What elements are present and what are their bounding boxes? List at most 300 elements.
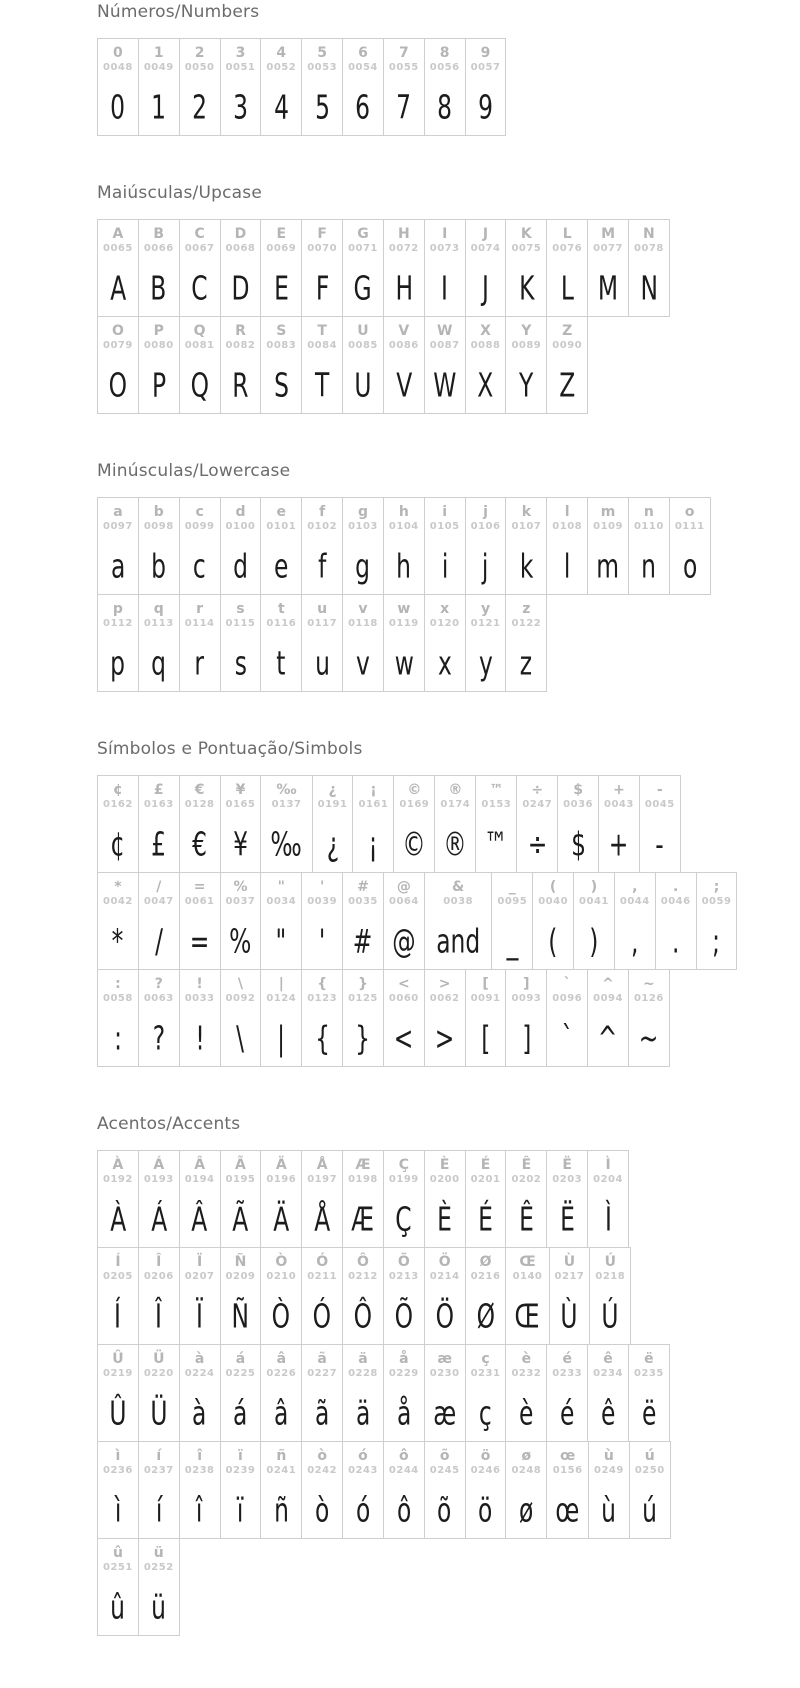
character-code: 0140	[512, 1271, 543, 1282]
font-glyph-preview: Ô	[353, 1297, 373, 1337]
font-glyph-preview: (	[548, 922, 558, 962]
character-code: 0047	[143, 896, 174, 907]
character-label: d	[235, 504, 246, 520]
glyph-cell	[180, 39, 221, 135]
font-glyph-preview: _	[506, 922, 519, 962]
font-glyph-preview: é	[560, 1394, 575, 1434]
character-label: e	[276, 504, 287, 520]
character-label: ù	[603, 1448, 614, 1464]
font-glyph-preview: /	[154, 922, 163, 962]
character-code: 0230	[429, 1368, 460, 1379]
glyph-cell	[302, 39, 343, 135]
glyph-cell	[547, 970, 588, 1066]
character-code: 0110	[633, 521, 664, 532]
character-code: 0066	[143, 243, 174, 254]
character-label: [	[482, 976, 489, 992]
glyph-cell	[98, 595, 139, 691]
character-code: 0123	[307, 993, 338, 1004]
character-code: 0126	[633, 993, 664, 1004]
character-code: 0239	[225, 1465, 256, 1476]
font-glyph-preview: v	[356, 644, 370, 684]
character-label: @	[396, 879, 411, 895]
font-glyph-preview: É	[478, 1200, 493, 1240]
character-code: 0224	[184, 1368, 215, 1379]
character-code: 0232	[511, 1368, 542, 1379]
glyph-cell	[394, 776, 435, 872]
character-code: 0106	[470, 521, 501, 532]
character-code: 0091	[470, 993, 501, 1004]
character-label: b	[153, 504, 164, 520]
glyph-cell	[599, 776, 640, 872]
character-code: 0212	[348, 1271, 378, 1282]
font-glyph-preview: =	[189, 922, 210, 962]
character-label: É	[480, 1157, 491, 1173]
character-label: 6	[358, 45, 368, 61]
font-glyph-preview: k	[519, 547, 534, 587]
font-glyph-preview: 2	[192, 88, 208, 128]
character-label: õ	[439, 1448, 450, 1464]
character-label: j	[483, 504, 488, 520]
character-code: 0063	[143, 993, 174, 1004]
font-glyph-preview: ™	[484, 825, 509, 865]
font-glyph-preview: I	[441, 269, 449, 309]
glyph-cell	[384, 317, 425, 413]
character-label: $	[573, 782, 583, 798]
character-label: Å	[316, 1157, 328, 1173]
glyph-cell	[343, 39, 384, 135]
character-code: 0040	[538, 896, 569, 907]
character-code: 0042	[103, 896, 133, 907]
character-label: D	[234, 226, 247, 242]
glyph-cell	[261, 39, 302, 135]
glyph-table-row	[97, 497, 711, 595]
character-code: 0086	[388, 340, 419, 351]
character-code: 0205	[103, 1271, 133, 1282]
character-code: 0067	[184, 243, 215, 254]
font-glyph-preview: Y	[519, 366, 534, 406]
character-code: 0074	[470, 243, 501, 254]
character-label: ã	[317, 1351, 327, 1367]
character-code: 0094	[593, 993, 623, 1004]
character-label: ÷	[531, 782, 544, 798]
character-label: }	[358, 976, 368, 992]
character-label: #	[357, 879, 369, 895]
character-label: q	[153, 601, 164, 617]
character-label: å	[399, 1351, 409, 1367]
character-label: S	[276, 323, 287, 339]
character-code: 0088	[470, 340, 501, 351]
character-label: A	[112, 226, 124, 242]
character-label: Ø	[479, 1254, 492, 1270]
character-label: H	[397, 226, 410, 242]
glyph-cell	[139, 1345, 180, 1441]
character-label: î	[197, 1448, 203, 1464]
glyph-cell	[180, 317, 221, 413]
glyph-cell	[506, 1151, 547, 1247]
character-code: 0198	[348, 1174, 378, 1185]
character-code: 0092	[225, 993, 256, 1004]
glyph-cell	[425, 317, 466, 413]
glyph-table-uppercase	[97, 219, 670, 414]
character-code: 0076	[552, 243, 583, 254]
character-code: 0204	[593, 1174, 623, 1185]
glyph-cell	[492, 873, 533, 969]
character-label: =	[193, 879, 206, 895]
font-glyph-preview: à	[192, 1394, 207, 1434]
glyph-cell	[506, 1442, 547, 1538]
character-code: 0163	[143, 799, 174, 810]
font-glyph-preview: 6	[355, 88, 371, 128]
character-label: Ô	[357, 1254, 369, 1270]
glyph-cell	[261, 1442, 302, 1538]
font-glyph-preview: 1	[151, 88, 167, 128]
font-glyph-preview: and	[436, 922, 481, 962]
glyph-cell	[506, 595, 546, 691]
font-glyph-preview: Œ	[514, 1297, 541, 1337]
glyph-cell	[425, 970, 466, 1066]
character-label: O	[111, 323, 124, 339]
character-code: 0050	[184, 62, 215, 73]
glyph-cell	[425, 873, 492, 969]
font-glyph-preview: €	[192, 825, 208, 865]
font-glyph-preview: ô	[396, 1491, 411, 1531]
character-label: J	[482, 226, 489, 242]
glyph-cell	[517, 776, 558, 872]
glyph-cell	[139, 970, 180, 1066]
font-glyph-preview: Â	[191, 1200, 208, 1240]
character-code: 0039	[307, 896, 338, 907]
character-code: 0236	[103, 1465, 133, 1476]
character-label: ©	[407, 782, 422, 798]
glyph-cell	[221, 317, 262, 413]
character-code: 0220	[143, 1368, 174, 1379]
character-code: 0103	[348, 521, 378, 532]
character-label: :	[115, 976, 121, 992]
character-code: 0219	[103, 1368, 133, 1379]
character-code: 0037	[225, 896, 256, 907]
font-glyph-preview: "	[275, 922, 287, 962]
font-glyph-preview: G	[353, 269, 373, 309]
character-code: 0125	[348, 993, 378, 1004]
glyph-cell	[506, 317, 547, 413]
character-code: 0034	[266, 896, 297, 907]
character-label: Ç	[398, 1157, 409, 1173]
character-code: 0083	[266, 340, 297, 351]
character-label: ,	[632, 879, 638, 895]
font-glyph-preview: i	[441, 547, 448, 587]
character-code: 0250	[634, 1465, 665, 1476]
font-glyph-preview: w	[394, 644, 414, 684]
font-glyph-preview: ï	[237, 1491, 244, 1531]
character-label: K	[520, 226, 532, 242]
font-glyph-preview: ©	[402, 825, 427, 865]
glyph-cell	[466, 39, 506, 135]
font-glyph-preview: ã	[314, 1394, 330, 1434]
glyph-table-row	[97, 1441, 671, 1539]
font-glyph-preview: ^	[598, 1019, 618, 1059]
glyph-cell	[384, 1151, 425, 1247]
font-glyph-preview: `	[561, 1019, 574, 1059]
glyph-cell	[139, 39, 180, 135]
glyph-table-row	[97, 594, 547, 692]
character-code: 0064	[388, 896, 419, 907]
glyph-cell	[261, 873, 302, 969]
glyph-cell	[588, 1345, 629, 1441]
character-code: 0080	[143, 340, 174, 351]
font-glyph-preview: ë	[641, 1394, 657, 1434]
character-label: f	[319, 504, 326, 520]
glyph-cell	[466, 317, 507, 413]
glyph-cell	[261, 1345, 302, 1441]
character-label: <	[397, 976, 410, 992]
character-code: 0206	[143, 1271, 174, 1282]
character-label: ê	[603, 1351, 613, 1367]
character-code: 0156	[552, 1465, 583, 1476]
section-title-symbols: Símbolos e Pontuação/Simbols	[97, 739, 363, 759]
glyph-cell	[629, 970, 669, 1066]
character-label: ç	[481, 1351, 490, 1367]
character-code: 0099	[184, 521, 215, 532]
character-code: 0051	[225, 62, 256, 73]
glyph-cell	[466, 498, 507, 594]
character-label: R	[235, 323, 246, 339]
character-code: 0252	[143, 1562, 174, 1573]
font-glyph-preview: g	[355, 547, 371, 587]
font-glyph-preview: a	[110, 547, 126, 587]
character-label: {	[317, 976, 328, 992]
character-code: 0069	[266, 243, 297, 254]
character-label: ®	[448, 782, 463, 798]
font-glyph-preview: È	[437, 1200, 453, 1240]
font-glyph-preview: h	[396, 547, 412, 587]
character-label: ë	[644, 1351, 654, 1367]
font-glyph-preview: t	[276, 644, 286, 684]
character-code: 0199	[388, 1174, 419, 1185]
character-label: ~	[643, 976, 655, 992]
character-label: à	[194, 1351, 205, 1367]
font-glyph-preview: Ï	[196, 1297, 204, 1337]
font-glyph-preview: 5	[314, 88, 330, 128]
glyph-cell	[98, 1539, 139, 1635]
font-glyph-preview: ¢	[110, 825, 126, 865]
glyph-cell	[384, 498, 425, 594]
section-uppercase	[97, 183, 800, 414]
character-label: ì	[115, 1448, 121, 1464]
glyph-cell	[343, 595, 384, 691]
character-code: 0045	[644, 799, 675, 810]
glyph-cell	[506, 498, 547, 594]
character-label: Ù	[563, 1254, 576, 1270]
character-label: Ê	[521, 1157, 532, 1173]
character-code: 0115	[225, 618, 256, 629]
character-code: 0225	[225, 1368, 256, 1379]
character-label: '	[319, 879, 325, 895]
font-glyph-preview: Í	[114, 1297, 122, 1337]
glyph-cell	[466, 220, 507, 316]
font-glyph-preview: õ	[437, 1491, 452, 1531]
glyph-table-row	[97, 1150, 629, 1248]
character-code: 0081	[184, 340, 215, 351]
font-glyph-preview: u	[314, 644, 330, 684]
glyph-cell	[640, 776, 680, 872]
font-glyph-preview: f	[318, 547, 327, 587]
character-label: ¥	[235, 782, 246, 798]
character-label: )	[590, 879, 598, 895]
character-label: *	[114, 879, 122, 895]
font-glyph-preview: s	[234, 644, 247, 684]
character-label: Â	[194, 1157, 206, 1173]
glyph-cell	[425, 498, 466, 594]
font-glyph-preview: T	[314, 366, 330, 406]
glyph-cell	[98, 39, 139, 135]
font-glyph-preview: 7	[396, 88, 412, 128]
character-label: (	[549, 879, 557, 895]
font-glyph-preview: ÷	[527, 825, 548, 865]
glyph-cell	[506, 1248, 549, 1344]
font-glyph-preview: ò	[314, 1491, 330, 1531]
font-glyph-preview: ]	[521, 1019, 531, 1059]
font-glyph-preview: b	[151, 547, 167, 587]
font-glyph-preview: ü	[151, 1588, 167, 1628]
character-code: 0089	[511, 340, 542, 351]
glyph-cell	[261, 595, 302, 691]
character-code: 0108	[552, 521, 583, 532]
glyph-cell	[221, 1442, 262, 1538]
font-glyph-preview: z	[520, 644, 533, 684]
character-code: 0213	[388, 1271, 419, 1282]
character-code: 0060	[388, 993, 419, 1004]
character-label: û	[112, 1545, 123, 1561]
glyph-cell	[615, 873, 656, 969]
character-code: 0238	[184, 1465, 215, 1476]
glyph-cell	[466, 1248, 507, 1344]
glyph-table-row	[97, 969, 670, 1067]
character-label: Ú	[604, 1254, 616, 1270]
font-glyph-preview: Q	[190, 366, 209, 406]
font-glyph-preview: ®	[443, 825, 468, 865]
character-code: 0137	[271, 799, 302, 810]
font-glyph-preview: J	[482, 269, 489, 309]
character-code: 0079	[103, 340, 133, 351]
character-code: 0036	[563, 799, 594, 810]
character-label: g	[357, 504, 368, 520]
character-code: 0124	[266, 993, 297, 1004]
character-label: v	[358, 601, 368, 617]
character-code: 0096	[552, 993, 583, 1004]
character-code: 0116	[266, 618, 297, 629]
character-code: 0109	[593, 521, 623, 532]
character-code: 0251	[103, 1562, 133, 1573]
glyph-cell	[302, 595, 343, 691]
font-glyph-preview: ç	[479, 1394, 492, 1434]
character-code: 0194	[184, 1174, 215, 1185]
character-label: ¡	[370, 782, 377, 798]
font-glyph-preview: A	[109, 269, 126, 309]
glyph-cell	[139, 1151, 180, 1247]
font-glyph-preview: |	[277, 1019, 286, 1059]
character-label: 3	[235, 45, 246, 61]
character-label: m	[600, 504, 616, 520]
character-label: 0	[113, 45, 123, 61]
character-code: 0216	[470, 1271, 501, 1282]
character-label: 4	[276, 45, 287, 61]
character-label: a	[113, 504, 123, 520]
section-symbols	[97, 739, 800, 1067]
character-code: 0118	[348, 618, 378, 629]
character-code: 0078	[633, 243, 664, 254]
font-glyph-preview: Z	[559, 366, 576, 406]
font-glyph-preview: r	[194, 644, 205, 684]
glyph-cell	[629, 1345, 669, 1441]
character-code: 0242	[307, 1465, 338, 1476]
character-label: ô	[399, 1448, 409, 1464]
font-glyph-preview: +	[609, 825, 629, 865]
font-glyph-preview: Î	[155, 1297, 163, 1337]
glyph-cell	[506, 970, 547, 1066]
glyph-cell	[588, 498, 629, 594]
character-code: 0107	[511, 521, 542, 532]
character-label: p	[112, 601, 123, 617]
font-glyph-preview: ‰	[270, 825, 303, 865]
font-glyph-preview: Ç	[395, 1200, 412, 1240]
font-glyph-preview: o	[682, 547, 697, 587]
character-label: i	[442, 504, 448, 520]
character-label: ó	[358, 1448, 368, 1464]
character-code: 0201	[470, 1174, 501, 1185]
font-glyph-preview: Ú	[601, 1297, 619, 1337]
glyph-cell	[180, 776, 221, 872]
character-label: N	[643, 226, 655, 242]
character-code: 0105	[429, 521, 460, 532]
character-label: Ò	[275, 1254, 288, 1270]
character-label: T	[317, 323, 327, 339]
character-label: r	[196, 601, 204, 617]
font-glyph-preview: l	[563, 547, 571, 587]
font-glyph-preview: c	[193, 547, 207, 587]
font-glyph-preview: K	[518, 269, 535, 309]
glyph-cell	[588, 1151, 628, 1247]
character-code: 0112	[103, 618, 133, 629]
character-code: 0052	[266, 62, 297, 73]
character-label: í	[156, 1448, 162, 1464]
character-label: Z	[562, 323, 573, 339]
font-glyph-preview: @	[392, 922, 416, 962]
font-glyph-preview: 3	[233, 88, 248, 128]
character-label: Í	[115, 1254, 121, 1270]
glyph-cell	[589, 1442, 630, 1538]
glyph-table-row	[97, 1344, 670, 1442]
glyph-cell	[547, 498, 588, 594]
font-glyph-preview: L	[560, 269, 574, 309]
font-glyph-preview: H	[395, 269, 413, 309]
glyph-cell	[180, 1345, 221, 1441]
character-label: |	[278, 976, 284, 992]
glyph-cell	[98, 1151, 139, 1247]
glyph-cell	[343, 873, 384, 969]
character-label: €	[194, 782, 205, 798]
glyph-cell	[261, 317, 302, 413]
glyph-cell	[139, 498, 180, 594]
character-code: 0055	[388, 62, 419, 73]
character-label: 7	[398, 45, 409, 61]
glyph-cell	[98, 220, 139, 316]
character-code: 0038	[443, 896, 474, 907]
font-glyph-preview: '	[318, 922, 326, 962]
character-code: 0120	[429, 618, 460, 629]
character-label: _	[508, 879, 516, 895]
character-label: Ï	[197, 1254, 203, 1270]
font-glyph-preview: d	[233, 547, 248, 587]
